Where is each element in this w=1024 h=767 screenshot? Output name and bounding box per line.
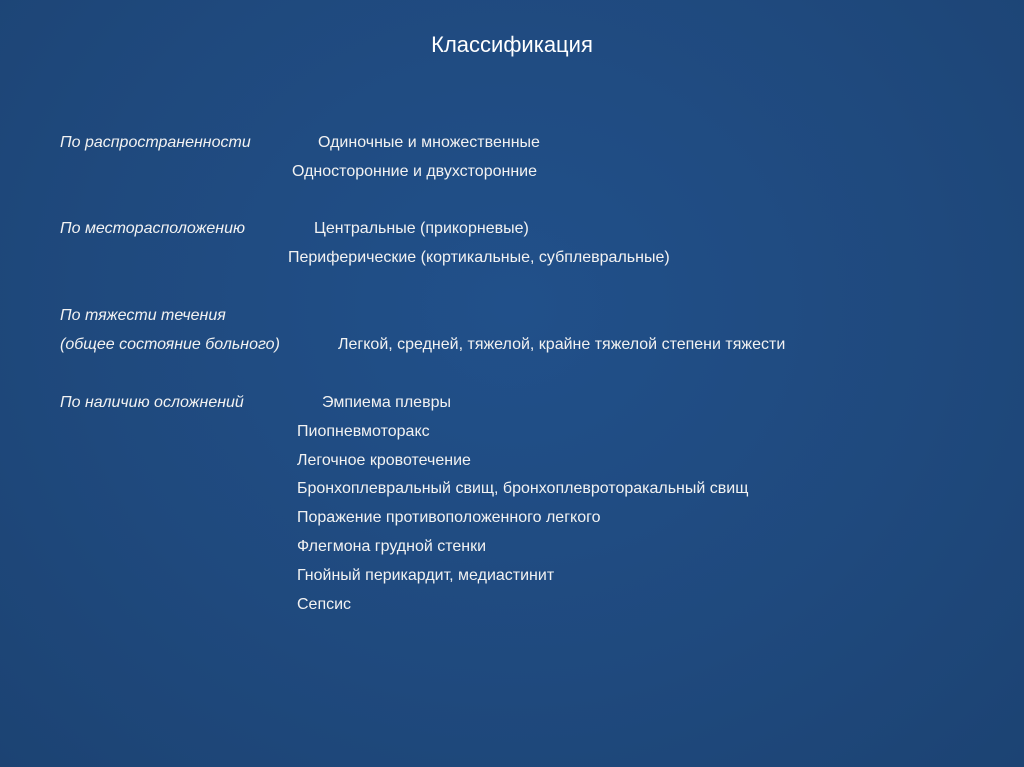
item-complication-8: Сепсис <box>297 596 352 613</box>
category-location: По месторасположению <box>60 220 246 237</box>
item-complication-6: Флегмона грудной стенки <box>297 538 487 555</box>
item-severity-1: Легкой, средней, тяжелой, крайне тяжелой степени тяжести <box>338 336 786 353</box>
item-complication-5: Поражение противоположенного легкого <box>297 509 601 526</box>
item-complication-4: Бронхоплевральный свищ, бронхоплевроторакальный свищ <box>297 480 749 497</box>
slide-title: Классификация <box>431 32 593 57</box>
item-location-1: Центральные (прикорневые) <box>314 220 529 237</box>
category-distribution: По распространенности <box>60 134 251 151</box>
item-complication-2: Пиопневмоторакс <box>297 423 430 440</box>
item-location-2: Периферические (кортикальные, субплевральные) <box>288 249 670 266</box>
item-distribution-2: Односторонние и двухсторонние <box>292 163 537 180</box>
category-severity-subtitle: (общее состояние больного) <box>60 336 280 353</box>
category-severity: По тяжести течения <box>60 307 226 324</box>
item-complication-3: Легочное кровотечение <box>297 452 471 469</box>
item-distribution-1: Одиночные и множественные <box>318 134 540 151</box>
item-complication-7: Гнойный перикардит, медиастинит <box>297 567 555 584</box>
category-complications: По наличию осложнений <box>60 394 244 411</box>
item-complication-1: Эмпиема плевры <box>322 394 451 411</box>
